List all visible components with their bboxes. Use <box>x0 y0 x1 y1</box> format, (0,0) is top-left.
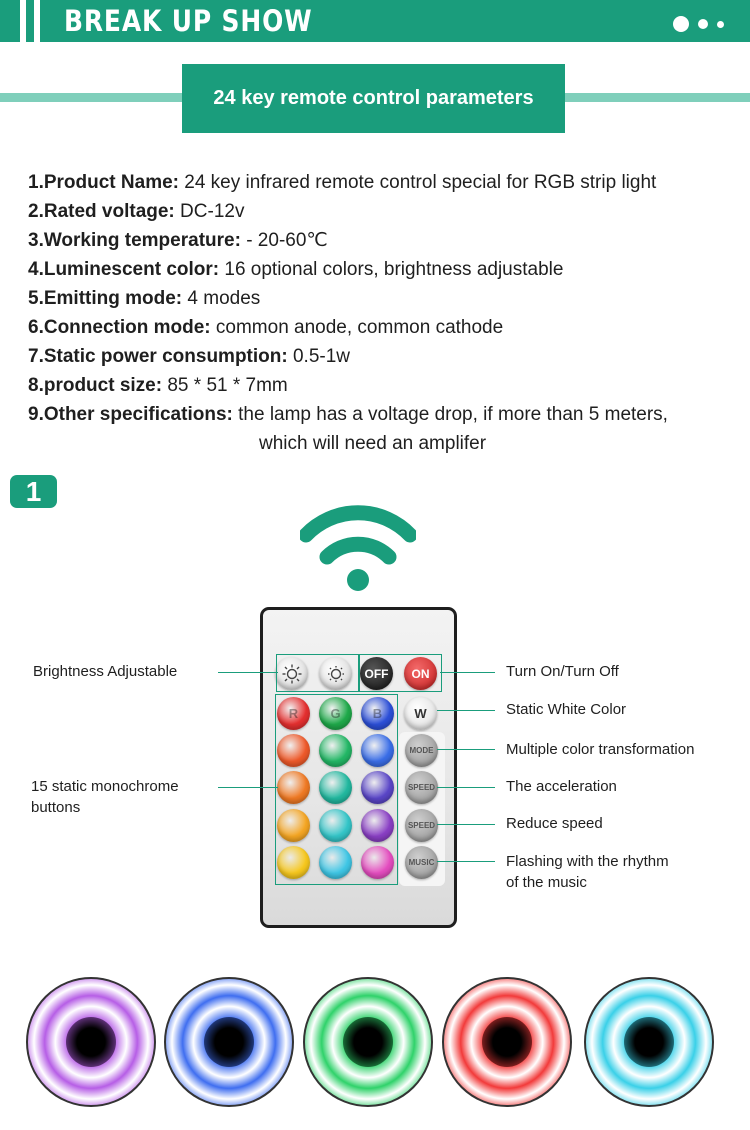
spec-key: 6.Connection mode: <box>28 317 211 338</box>
callout-on-off: Turn On/Turn Off <box>506 663 619 680</box>
section-banner <box>182 64 565 133</box>
spec-item <box>28 226 740 255</box>
speed-up-button[interactable] <box>405 771 438 804</box>
music-button[interactable] <box>405 846 438 879</box>
callout-line <box>440 672 495 673</box>
spec-value: the lamp has a voltage drop, if more than 5 meters, <box>238 404 668 425</box>
remote-control <box>260 607 457 928</box>
spec-item <box>28 313 740 342</box>
spec-key: 1.Product Name: <box>28 172 179 193</box>
spec-key: 5.Emitting mode: <box>28 288 183 309</box>
reel-hub <box>482 1017 532 1067</box>
color-button[interactable] <box>319 697 352 730</box>
section-banner-title: 24 key remote control parameters <box>213 87 534 109</box>
callout-line <box>437 824 495 825</box>
color-button[interactable] <box>361 734 394 767</box>
color-button[interactable] <box>277 734 310 767</box>
callout-reduce: Reduce speed <box>506 815 603 832</box>
spec-key: 4.Luminescent color: <box>28 259 220 280</box>
callout-line <box>437 861 495 862</box>
color-letter: R <box>288 706 299 721</box>
color-button[interactable] <box>361 809 394 842</box>
callout-monochrome-line2: buttons <box>31 799 81 816</box>
color-button[interactable] <box>361 846 394 879</box>
callout-monochrome <box>31 776 179 818</box>
dot-icon <box>698 19 708 29</box>
callout-line <box>437 787 495 788</box>
spec-item <box>28 255 740 284</box>
spec-value: 16 optional colors, brightness adjustable <box>224 259 564 280</box>
callout-acceleration: The acceleration <box>506 778 617 795</box>
mode-label: MODE <box>409 746 434 755</box>
spec-list <box>28 168 740 458</box>
color-letter: B <box>372 706 383 721</box>
callout-line <box>218 787 278 788</box>
speed-up-label: SPEED <box>407 783 436 792</box>
spec-value: common anode, common cathode <box>215 317 504 338</box>
music-label: MUSIC <box>408 858 435 867</box>
color-letter: G <box>330 706 341 721</box>
color-button[interactable] <box>277 697 310 730</box>
led-strip-reel-purple <box>26 977 156 1107</box>
spec-key: 8.product size: <box>28 375 163 396</box>
speed-down-label: SPEED <box>407 821 436 830</box>
spec-value-continuation: which will need an amplifer <box>259 433 487 454</box>
reel-hub <box>343 1017 393 1067</box>
spec-item <box>28 197 740 226</box>
step-number: 1 <box>25 476 42 507</box>
color-button[interactable] <box>319 809 352 842</box>
callout-music <box>506 851 669 893</box>
spec-key: 3.Working temperature: <box>28 230 241 251</box>
off-label: OFF <box>364 666 389 681</box>
step-badge <box>10 475 57 508</box>
mode-button[interactable] <box>405 734 438 767</box>
led-strip-reel-green <box>303 977 433 1107</box>
spec-item <box>28 284 740 313</box>
color-button[interactable] <box>361 771 394 804</box>
header-dots <box>673 16 724 32</box>
callout-brightness: Brightness Adjustable <box>33 663 178 680</box>
power-highlight <box>359 654 442 692</box>
color-button[interactable] <box>277 771 310 804</box>
color-button[interactable] <box>277 809 310 842</box>
color-button[interactable] <box>319 734 352 767</box>
spec-item <box>28 400 740 458</box>
callout-line <box>437 710 495 711</box>
spec-value: - 20-60℃ <box>246 230 328 251</box>
spec-value: 24 key infrared remote control special for RGB strip light <box>184 172 657 193</box>
reel-hub <box>204 1017 254 1067</box>
on-label: ON <box>411 666 430 681</box>
header-stripe <box>34 0 40 42</box>
header-stripe <box>20 0 26 42</box>
callout-music-line2: of the music <box>506 874 587 891</box>
spec-value: 0.5-1w <box>292 346 351 367</box>
led-strip-reel-cyan <box>584 977 714 1107</box>
white-button[interactable] <box>404 697 437 730</box>
color-button[interactable] <box>361 697 394 730</box>
wireless-signal-icon <box>300 505 416 593</box>
spec-value: DC-12v <box>180 201 245 222</box>
callout-white: Static White Color <box>506 701 627 718</box>
callout-multiple: Multiple color transformation <box>506 741 695 758</box>
spec-key: 2.Rated voltage: <box>28 201 175 222</box>
color-button[interactable] <box>277 846 310 879</box>
spec-value: 4 modes <box>187 288 261 309</box>
led-strip-reel-red <box>442 977 572 1107</box>
color-button[interactable] <box>319 771 352 804</box>
speed-down-button[interactable] <box>405 809 438 842</box>
color-button[interactable] <box>319 846 352 879</box>
dot-icon <box>673 16 689 32</box>
callout-monochrome-line1: 15 static monochrome <box>31 778 179 795</box>
callout-music-line1: Flashing with the rhythm <box>506 853 669 870</box>
spec-key: 9.Other specifications: <box>28 404 233 425</box>
white-label: W <box>414 706 427 721</box>
callout-line <box>437 749 495 750</box>
spec-key: 7.Static power consumption: <box>28 346 288 367</box>
dot-icon <box>717 21 724 28</box>
header-bar <box>0 0 750 42</box>
spec-item <box>28 342 740 371</box>
header-title: BREAK UP SHOW <box>64 4 313 38</box>
reel-hub <box>624 1017 674 1067</box>
spec-item <box>28 371 740 400</box>
spec-value: 85 * 51 * 7mm <box>167 375 288 396</box>
spec-item <box>28 168 740 197</box>
led-strip-reel-blue <box>164 977 294 1107</box>
reel-hub <box>66 1017 116 1067</box>
callout-line <box>218 672 278 673</box>
brightness-highlight <box>276 654 359 692</box>
